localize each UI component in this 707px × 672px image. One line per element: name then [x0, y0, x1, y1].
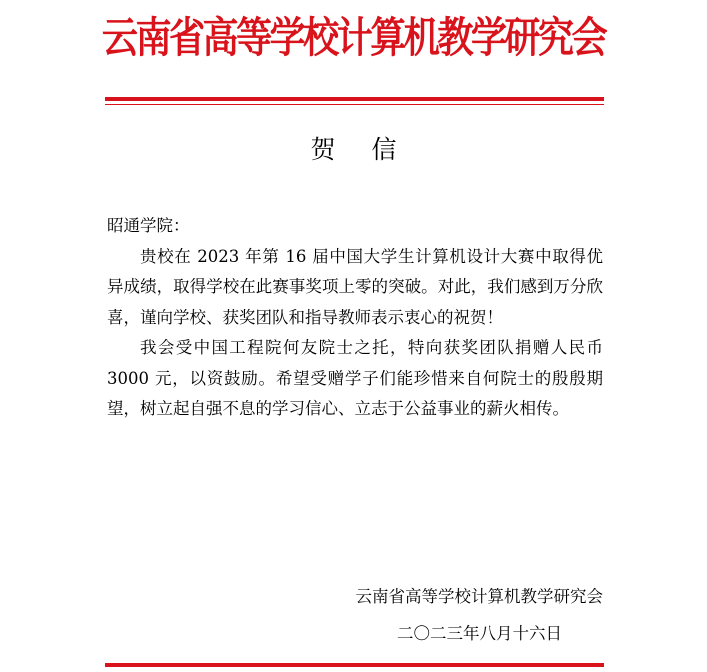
letter-date: 二〇二三年八月十六日 [397, 624, 562, 643]
letter-body [107, 211, 603, 425]
salutation: 昭通学院： [107, 216, 190, 235]
paragraph-2: 我会受中国工程院何友院士之托，特向获奖团队捐赠人民币 3000 元，以资鼓励。希望受赠学子们能珍惜来自何院士的殷殷期望，树立起自强不息的学习信心、立志于公益事业的薪火相传。 [107, 338, 603, 418]
paragraph-1: 贵校在 2023 年第 16 届中国大学生计算机设计大赛中取得优异成绩，取得学校在此赛事奖项上零的突破。对此，我们感到万分欣喜，谨向学校、获奖团队和指导教师表示衷心的祝贺！ [107, 246, 603, 327]
letter-title: 贺 信 [310, 135, 411, 164]
letterhead-title: 云南省高等学校计算机教学研究会 [101, 13, 606, 62]
signature: 云南省高等学校计算机教学研究会 [355, 587, 603, 606]
letterhead-rule-thin [105, 104, 604, 105]
footer-rule [105, 663, 604, 667]
letterhead-rule-thick [105, 97, 604, 101]
